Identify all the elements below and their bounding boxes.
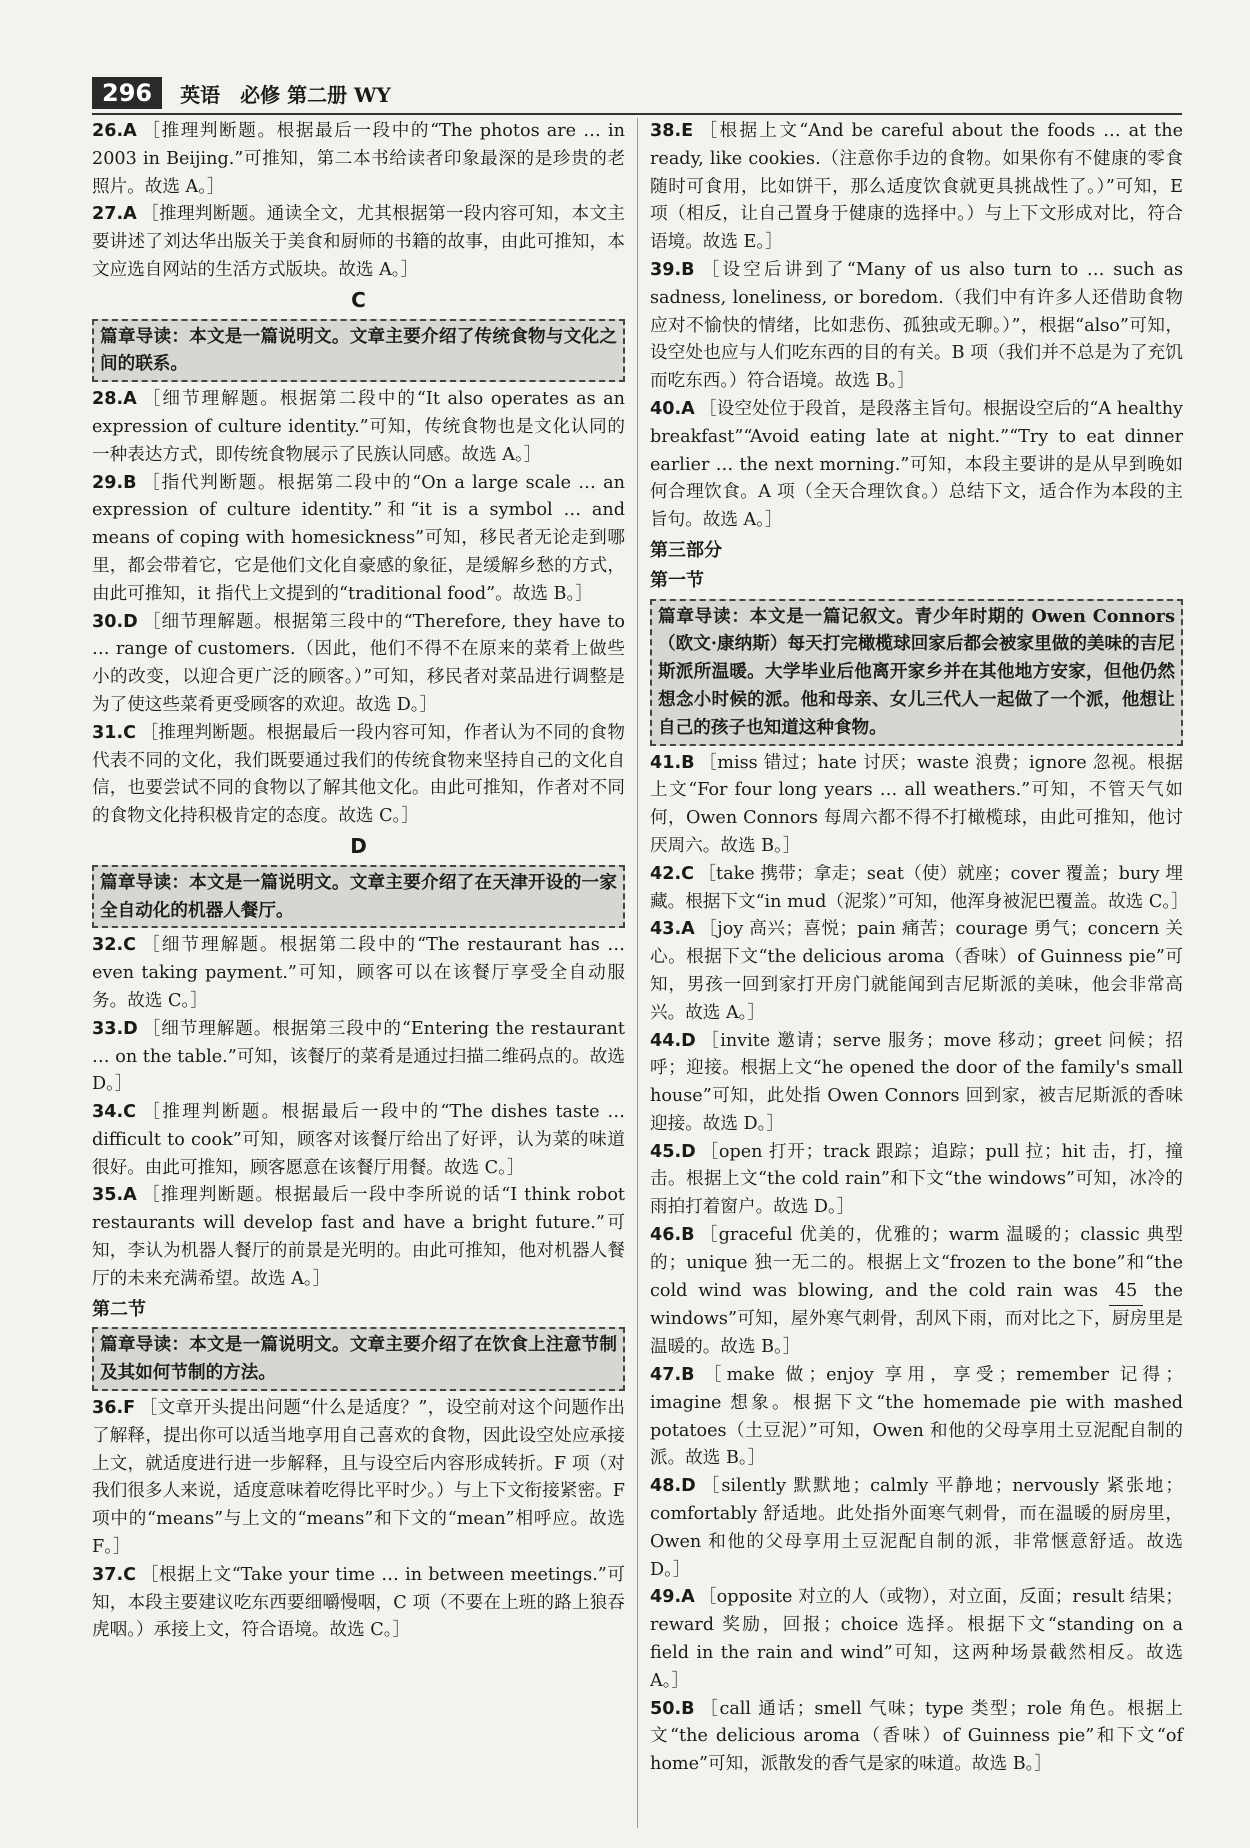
page-header (92, 74, 391, 112)
page-number: 296 (92, 77, 162, 109)
header-rule (92, 113, 1182, 115)
passage-guide-d: 篇章导读：本文是一篇说明文。文章主要介绍了在天津开设的一家全自动化的机器人餐厅。 (92, 865, 625, 929)
answer-45: 45.D ［open 打开；track 跟踪；追踪；pull 拉；hit 击，打，撞击。根据上文“the cold rain”和下文“the windows”可知，冰冷的雨拍打着窗户。故选 D。］ (650, 1141, 1183, 1218)
answer-50: 50.B ［call 通话；smell 气味；type 类型；role 角色。根据上文“the delicious aroma（香味）of Guinness pie”和下文“of home”可知，派散发的香气是家的味道。故选 B。］ (650, 1698, 1183, 1775)
answer-46: 46.B ［graceful 优美的，优雅的；warm 温暖的；classic 典型的；unique 独一无二的。根据上文“frozen to the bone”和“the cold wind was blowing, and the cold rain was 45 the windows”可知，屋外寒气刺骨，刮风下雨，而对比之下，厨房里是温暖的。故选 B。］ (650, 1225, 1183, 1358)
section-d-heading: D (350, 833, 367, 858)
part-three-heading: 第三部分 (650, 539, 722, 561)
answer-27: 27.A ［推理判断题。通读全文，尤其根据第一段内容可知，本文主要讲述了刘达华出版关于美食和厨师的书籍的故事，由此可推知，本文应选自网站的生活方式版块。故选 A。］ (92, 204, 625, 280)
blank-45: 45 (1109, 1278, 1143, 1307)
answer-38: 38.E ［根据上文“And be careful about the foods … at the ready, like cookies.（注意你手边的食物。如果你有不健康的零食随时可食用，比如饼干，那么适度饮食就更具挑战性了。）”可知，E 项（相反，让自己置身于健康的选择中。）与上下文形成对比，符合语境。故选 E。］ (650, 121, 1183, 253)
answer-36: 36.F ［文章开头提出问题“什么是适度？”，设空前对这个问题作出了解释，提出你可以适当地享用自己喜欢的食物，因此设空处应承接上文，就适度进行进一步解释，且与设空后内容形成转折。F 项（对我们很多人来说，适度意味着吃得比平时少。）与上下文衔接紧密。F 项中的“means”与上文的“means”和下文的“mean”相呼应。故选 F。］ (92, 1398, 625, 1558)
answer-29: 29.B ［指代判断题。根据第二段中的“On a large scale … an expression of culture identity.”和“it is a symbol … and means of coping with homesickness”可知，移民者无论走到哪里，都会带着它，它是他们文化自豪感的象征，是缓解乡愁的方式，由此可推知，it 指代上文提到的“traditional food”。故选 B。］ (92, 472, 625, 604)
answer-44: 44.D ［invite 邀请；serve 服务；move 移动；greet 问候；招呼；迎接。根据上文“he opened the door of the family's small house”可知，此处指 Owen Connors 回到家，被吉尼斯派的香味迎接。故选 D。］ (650, 1030, 1183, 1134)
answer-26: 26.A ［推理判断题。根据最后一段中的“The photos are … in 2003 in Beijing.”可推知，第二本书给读者印象最深的是珍贵的老照片。故选 A。］ (92, 121, 625, 197)
answer-35: 35.A ［推理判断题。根据最后一段中李所说的话“I think robot restaurants will develop fast and have a bright future.”可知，李认为机器人餐厅的前景是光明的。由此可推知，他对机器人餐厅的未来充满希望。故选 A。］ (92, 1185, 625, 1289)
answer-47: 47.B ［make 做；enjoy 享用，享受；remember 记得；imagine 想象。根据下文“the homemade pie with mashed potatoes（土豆泥）”可知，Owen 和他的父母享用土豆泥配自制的派。故选 B。］ (650, 1365, 1183, 1469)
answer-39: 39.B ［设空后讲到了“Many of us also turn to … such as sadness, loneliness, or boredom.（我们中有许多人还借助食物应对不愉快的情绪，比如悲伤、孤独或无聊。）”，根据“also”可知，设空处也应与人们吃东西的目的有关。B 项（我们并不总是为了充饥而吃东西。）符合语境。故选 B。］ (650, 259, 1183, 392)
left-column (92, 118, 625, 1645)
answer-37: 37.C ［根据上文“Take your time … in between meetings.”可知，本段主要建议吃东西要细嚼慢咽，C 项（不要在上班的路上狼吞虎咽。）承接上文，符合语境。故选 C。］ (92, 1564, 625, 1641)
right-column (650, 118, 1189, 1779)
answer-49: 49.A ［opposite 对立的人（或物），对立面，反面；result 结果；reward 奖励，回报；choice 选择。根据下文“standing on a field in the rain and wind”可知，这两种场景截然相反。故选 A。］ (650, 1587, 1183, 1691)
answer-33: 33.D ［细节理解题。根据第三段中的“Entering the restaurant … on the table.”可知，该餐厅的菜肴是通过扫描二维码点的。故选 D。］ (92, 1018, 625, 1095)
answer-42: 42.C ［take 携带；拿走；seat（使）就座；cover 覆盖；bury 埋藏。根据下文“in mud（泥浆）”可知，他浑身被泥巴覆盖。故选 C。］ (650, 863, 1189, 912)
answer-40: 40.A ［设空处位于段首，是段落主旨句。根据设空后的“A healthy breakfast”“Avoid eating late at night.”“Try to eat dinner earlier … the next morning.”可知，本段主要讲的是从早到晚如何合理饮食。A 项（全天合理饮食。）总结下文，适合作为本段的主旨句。故选 A。］ (650, 398, 1183, 531)
part-two-section-heading: 第二节 (92, 1298, 146, 1320)
passage-guide-part3: 篇章导读：本文是一篇记叙文。青少年时期的 Owen Connors（欧文·康纳斯）每天打完橄榄球回家后都会被家里做的美味的吉尼斯派所温暖。大学毕业后他离开家乡并在其他地方安家，但他仍然想念小时候的派。他和母亲、女儿三代人一起做了一个派，他想让自己的孩子也知道这种食物。 (650, 599, 1183, 746)
answer-32: 32.C ［细节理解题。根据第二段中的“The restaurant has … even taking payment.”可知，顾客可以在该餐厅享受全自动服务。故选 C。］ (92, 935, 625, 1011)
passage-guide-part2: 篇章导读：本文是一篇说明文。文章主要介绍了在饮食上注意节制及其如何节制的方法。 (92, 1327, 625, 1391)
answer-48: 48.D ［silently 默默地；calmly 平静地；nervously 紧张地；comfortably 舒适地。此处指外面寒气刺骨，而在温暖的厨房里，Owen 和他的父母享用土豆泥配自制的派，非常惬意舒适。故选 D。］ (650, 1476, 1183, 1580)
part-three-section-one-heading: 第一节 (650, 569, 704, 591)
answer-43: 43.A ［joy 高兴；喜悦；pain 痛苦；courage 勇气；concern 关心。根据下文“the delicious aroma（香味）of Guinness pie”可知，男孩一回到家打开房门就能闻到吉尼斯派的美味，他会非常高兴。故选 A。］ (650, 919, 1183, 1023)
answer-31: 31.C ［推理判断题。根据最后一段内容可知，作者认为不同的食物代表不同的文化，我们既要通过我们的传统食物来坚持自己的文化自信，也要尝试不同的食物以了解其他文化。由此可推知，作者对不同的食物文化持积极肯定的态度。故选 C。］ (92, 722, 625, 827)
book-title: 英语 必修 第二册 WY (180, 82, 391, 107)
passage-guide-c: 篇章导读：本文是一篇说明文。文章主要介绍了传统食物与文化之间的联系。 (92, 319, 625, 383)
answer-30: 30.D ［细节理解题。根据第三段中的“Therefore, they have to … range of customers.（因此，他们不得不在原来的菜肴上做些小的改变，以迎合更广泛的顾客。）”可知，移民者对菜品进行调整是为了使这些菜肴更受顾客的欢迎。故选 D。］ (92, 611, 625, 715)
answer-41: 41.B ［miss 错过；hate 讨厌；waste 浪费；ignore 忽视。根据上文“For four long years … all weathers.”可知，不管天气如何，Owen Connors 每周六都不得不打橄榄球，由此可推知，他讨厌周六。故选 B。］ (650, 752, 1183, 856)
section-c-heading: C (351, 287, 366, 312)
answer-28: 28.A ［细节理解题。根据第二段中的“It also operates as an expression of culture identity.”可知，传统食物也是文化认同的一种表达方式，即传统食物展示了民族认同感。故选 A。］ (92, 389, 625, 465)
answer-34: 34.C ［推理判断题。根据最后一段中的“The dishes taste … difficult to cook”可知，顾客对该餐厅给出了好评，认为菜的味道很好。由此可推知，顾客愿意在该餐厅用餐。故选 C。］ (92, 1102, 625, 1178)
column-divider (637, 118, 638, 1828)
